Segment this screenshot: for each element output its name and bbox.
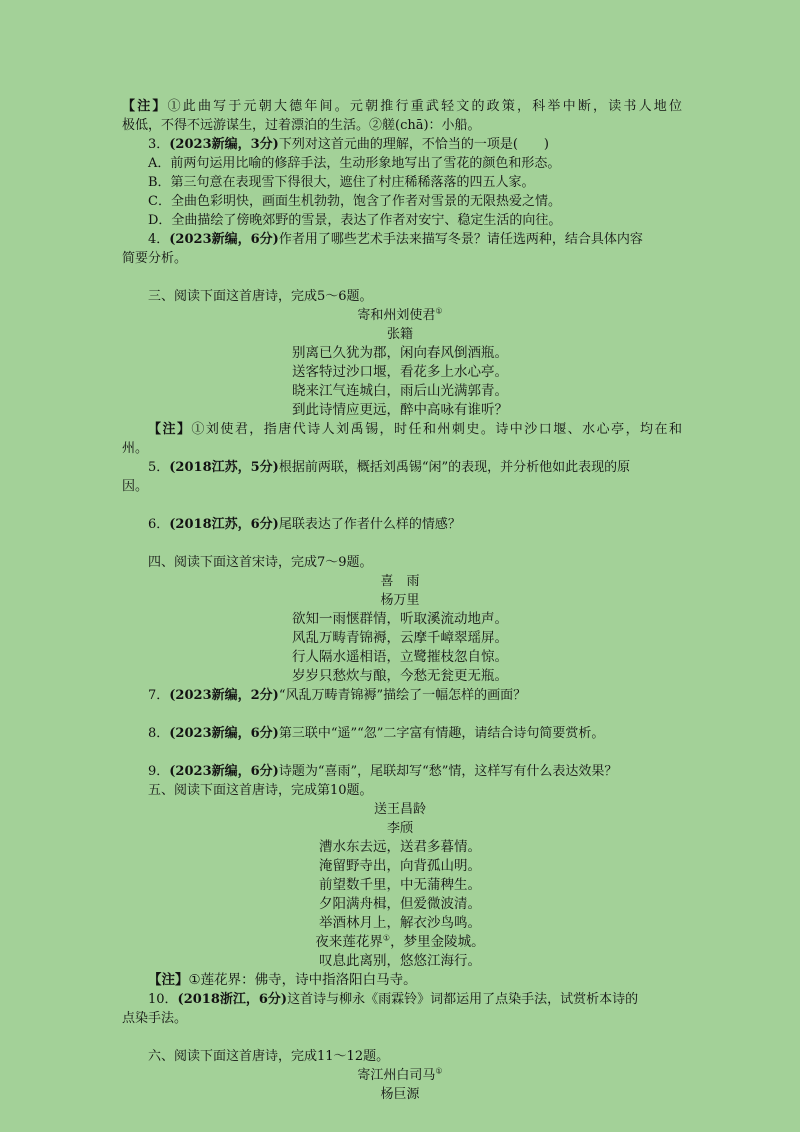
section-4-heading: 四、阅读下面这首宋诗，完成7～9题。 <box>148 555 373 570</box>
poem-3-line-5: 举酒林月上，解衣沙鸟鸣。 <box>319 915 481 931</box>
poem-3-line-3: 前望数千里，中无蒲稗生。 <box>319 877 481 893</box>
option-c: C．全曲色彩明快，画面生机勃勃，饱含了作者对雪景的无限热爱之情。 <box>148 194 561 209</box>
poem-3-line-2: 淹留野寺出，向背孤山明。 <box>319 858 481 874</box>
poem-2-author: 杨万里 <box>380 593 420 608</box>
poem-2-line-1: 欲知一雨惬群情，听取溪流动地声。 <box>292 611 508 627</box>
note-3: 【注】①莲花界：佛寺，诗中指洛阳白马寺。 <box>148 972 417 988</box>
section-5-heading: 五、阅读下面这首唐诗，完成第10题。 <box>148 783 373 798</box>
poem-1-author: 张籍 <box>386 327 413 342</box>
question-8: 8．(2023新编，6分)第三联中“遥”“忽”二字富有情趣，请结合诗句简要赏析。 <box>148 726 605 741</box>
question-5-line-1: 5．(2018江苏，5分)根据前两联，概括刘禹锡“闲”的表现，并分析他如此表现的原 <box>148 460 631 475</box>
note-2-line-2: 州。 <box>122 441 149 456</box>
question-6: 6．(2018江苏，6分)尾联表达了作者什么样的情感？ <box>148 517 461 532</box>
poem-3-line-7: 叹息此离别，悠悠江海行。 <box>319 953 481 969</box>
question-5-line-2: 因。 <box>122 479 149 494</box>
poem-1-line-3: 晓来江气连城白，雨后山光满郭青。 <box>292 383 508 399</box>
option-d: D．全曲描绘了傍晚郊野的雪景，表达了作者对安宁、稳定生活的向往。 <box>148 213 562 228</box>
poem-2-line-4: 岁岁只愁炊与酿，今愁无瓮更无瓶。 <box>292 668 508 684</box>
question-4-line-2: 简要分析。 <box>122 251 188 266</box>
poem-3-line-6: 夜来莲花界①，梦里金陵城。 <box>315 933 485 950</box>
poem-4-title: 寄江州白司马① <box>357 1066 443 1083</box>
poem-1-line-4: 到此诗情应更远，醉中高咏有谁听？ <box>292 402 508 418</box>
poem-4-author: 杨巨源 <box>380 1087 420 1102</box>
section-3-heading: 三、阅读下面这首唐诗，完成5～6题。 <box>148 289 373 304</box>
note-2-line-1: 【注】①刘使君，指唐代诗人刘禹锡，时任和州刺史。诗中沙口堰、水心亭，均在和 <box>148 422 682 437</box>
option-a: A．前两句运用比喻的修辞手法，生动形象地写出了雪花的颜色和形态。 <box>148 156 561 171</box>
poem-1-title: 寄和州刘使君① <box>357 306 443 323</box>
poem-2-title: 喜 雨 <box>380 574 420 589</box>
note-1-line-2: 极低，不得不远游谋生，过着漂泊的生活。②艖(chā)：小船。 <box>122 118 481 133</box>
poem-3-line-4: 夕阳满舟楫，但爱微波清。 <box>319 896 481 912</box>
question-3: 3．(2023新编，3分)下列对这首元曲的理解，不恰当的一项是( ) <box>148 137 549 152</box>
question-9: 9．(2023新编，6分)诗题为“喜雨”，尾联却写“愁”情，这样写有什么表达效果？ <box>148 764 618 779</box>
option-b: B．第三句意在表现雪下得很大，遮住了村庄稀稀落落的四五人家。 <box>148 175 535 190</box>
question-7: 7．(2023新编，2分)“风乱万畴青锦褥”描绘了一幅怎样的画面？ <box>148 688 527 703</box>
poem-3-line-1: 漕水东去远，送君多暮情。 <box>319 839 481 855</box>
question-4-line-1: 4．(2023新编，6分)作者用了哪些艺术手法来描写冬景？请任选两种，结合具体内容 <box>148 232 643 247</box>
poem-1-line-2: 送客特过沙口堰，看花多上水心亭。 <box>292 364 508 380</box>
question-10-line-2: 点染手法。 <box>122 1011 188 1026</box>
section-6-heading: 六、阅读下面这首唐诗，完成11～12题。 <box>148 1049 390 1064</box>
note-1-line-1: 【注】①此曲写于元朝大德年间。元朝推行重武轻文的政策，科举中断，读书人地位 <box>122 99 682 114</box>
poem-3-author: 李颀 <box>386 821 413 836</box>
poem-1-line-1: 别离已久犹为郡，闲向春风倒酒瓶。 <box>292 345 508 361</box>
poem-2-line-3: 行人隔水遥相语，立鹭摧枝忽自惊。 <box>292 649 508 665</box>
poem-3-title: 送王昌龄 <box>373 802 426 817</box>
poem-2-line-2: 风乱万畴青锦褥，云摩千嶂翠瑶屏。 <box>292 630 508 646</box>
question-10-line-1: 10．(2018浙江，6分)这首诗与柳永《雨霖铃》词都运用了点染手法，试赏析本诗的 <box>148 992 639 1007</box>
